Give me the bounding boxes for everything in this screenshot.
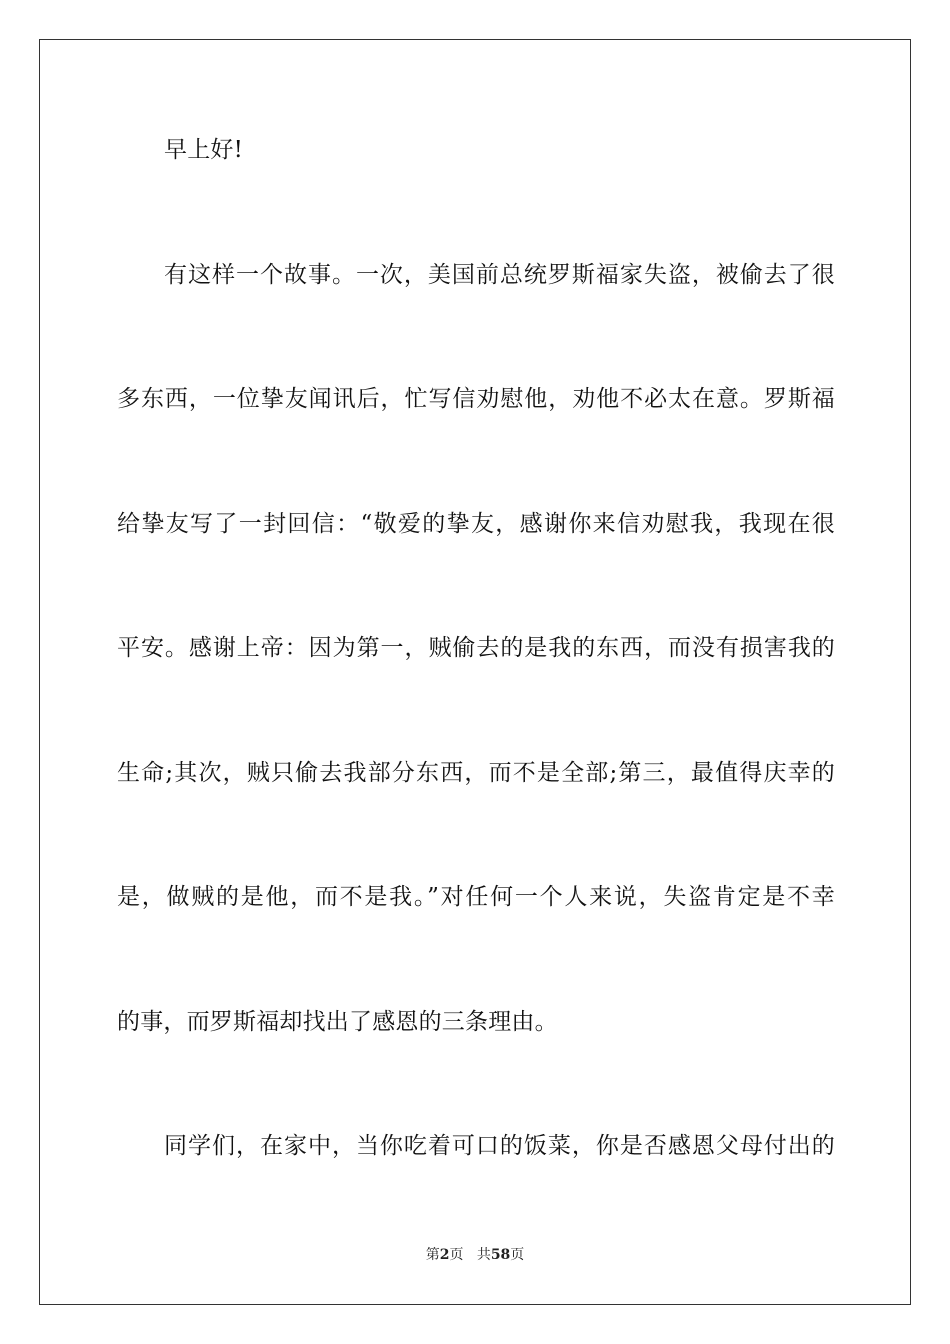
page-border (39, 39, 911, 1305)
paragraph-line: 生命;其次，贼只偷去我部分东西，而不是全部;第三，最值得庆幸的 (117, 760, 835, 786)
page-prefix: 第 (425, 1247, 440, 1263)
paragraph-line: 同学们，在家中，当你吃着可口的饭菜，你是否感恩父母付出的 (164, 1133, 835, 1159)
paragraph-line: 多东西，一位挚友闻讯后，忙写信劝慰他，劝他不必太在意。罗斯福 (117, 386, 835, 412)
greeting-line: 早上好! (164, 137, 244, 163)
page-suffix: 页 (449, 1247, 464, 1263)
total-prefix: 共 (476, 1247, 491, 1263)
total-suffix: 页 (510, 1247, 525, 1263)
paragraph-line: 给挚友写了一封回信：“敬爱的挚友，感谢你来信劝慰我，我现在很 (117, 511, 835, 537)
paragraph-line: 有这样一个故事。一次，美国前总统罗斯福家失盗，被偷去了很 (164, 262, 835, 288)
paragraph-line: 平安。感谢上帝：因为第一，贼偷去的是我的东西，而没有损害我的 (117, 635, 835, 661)
page-number: 2 (439, 1247, 450, 1263)
page-footer (0, 1246, 950, 1264)
paragraph-line: 的事，而罗斯福却找出了感恩的三条理由。 (117, 1009, 558, 1035)
paragraph-line: 是，做贼的是他，而不是我。”对任何一个人来说，失盗肯定是不幸 (117, 884, 835, 910)
total-pages: 58 (490, 1247, 511, 1263)
